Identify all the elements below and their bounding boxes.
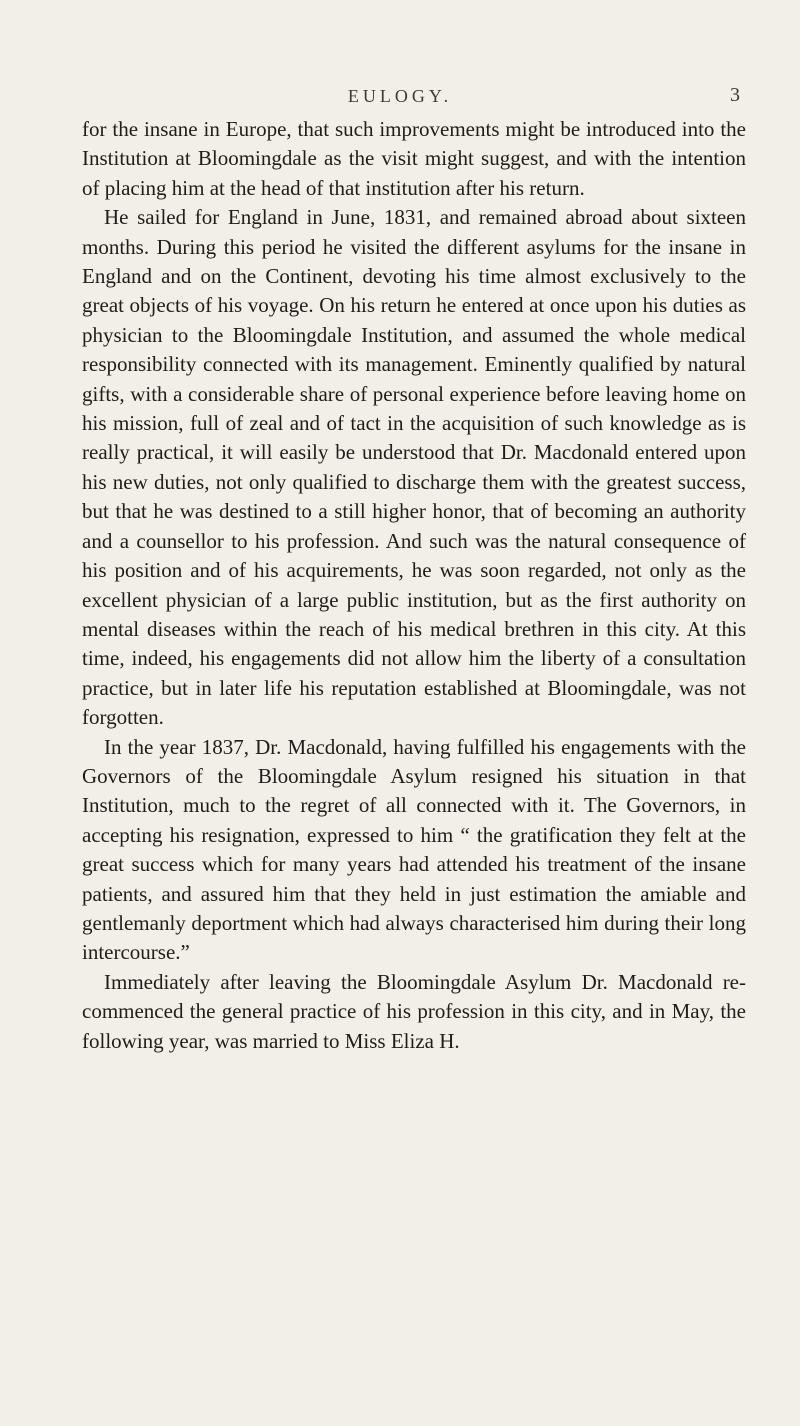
paragraph: Immediately after leaving the Bloomingdale Asylum Dr. Macdonald re-commenced the general practice of his profession in this city, and in May, the following year, was married to Miss Eliza H. <box>82 969 746 1053</box>
page-number: 3 <box>730 84 740 106</box>
running-head <box>0 86 800 116</box>
running-head-title: EULOGY. <box>347 86 453 106</box>
paragraph: In the year 1837, Dr. Macdonald, having fulfilled his engagements with the Governors of the Bloomingdale Asylum resigned his situation in that Institution, much to the regret of all connected with it. The Governors, in accepting his resignation, expressed to him “ the gratification they felt at the great success which for many years had attended his treatment of the insane patients, and assured him that they held in just estimation the amiable and gentlemanly deportment which had always characterised him during their long intercourse.” <box>82 734 746 965</box>
paragraph: for the insane in Europe, that such improvements might be introduced into the Institution at Bloomingdale as the visit might suggest, and with the intention of placing him at the head of that institution after his return. <box>82 117 746 200</box>
paragraph: He sailed for England in June, 1831, and remained abroad about sixteen months. During this period he visited the different asylums for the insane in England and on the Continent, devoting his time almost exclusively to the great objects of his voyage. On his return he entered at once upon his duties as physician to the Bloomingdale Institution, and assumed the whole medical responsibility connected with its management. Eminently qualified by natural gifts, with a considerable share of personal experience before leaving home on his mission, full of zeal and of tact in the acquisition of such knowledge as is really practical, it will easily be understood that Dr. Macdonald entered upon his new duties, not only qualified to discharge them with the greatest success, but that he was destined to a still higher honor, that of becoming an authority and a counsellor to his profession. And such was the natural consequence of his position and of his acquirements, he was soon regarded, not only as the excellent physician of a large public institution, but as the first authority on mental diseases within the reach of his medical brethren in this city. At this time, indeed, his engagements did not allow him the liberty of a consultation practice, but in later life his reputation established at Bloomingdale, was not forgotten. <box>82 205 746 730</box>
body-text <box>82 115 746 1056</box>
